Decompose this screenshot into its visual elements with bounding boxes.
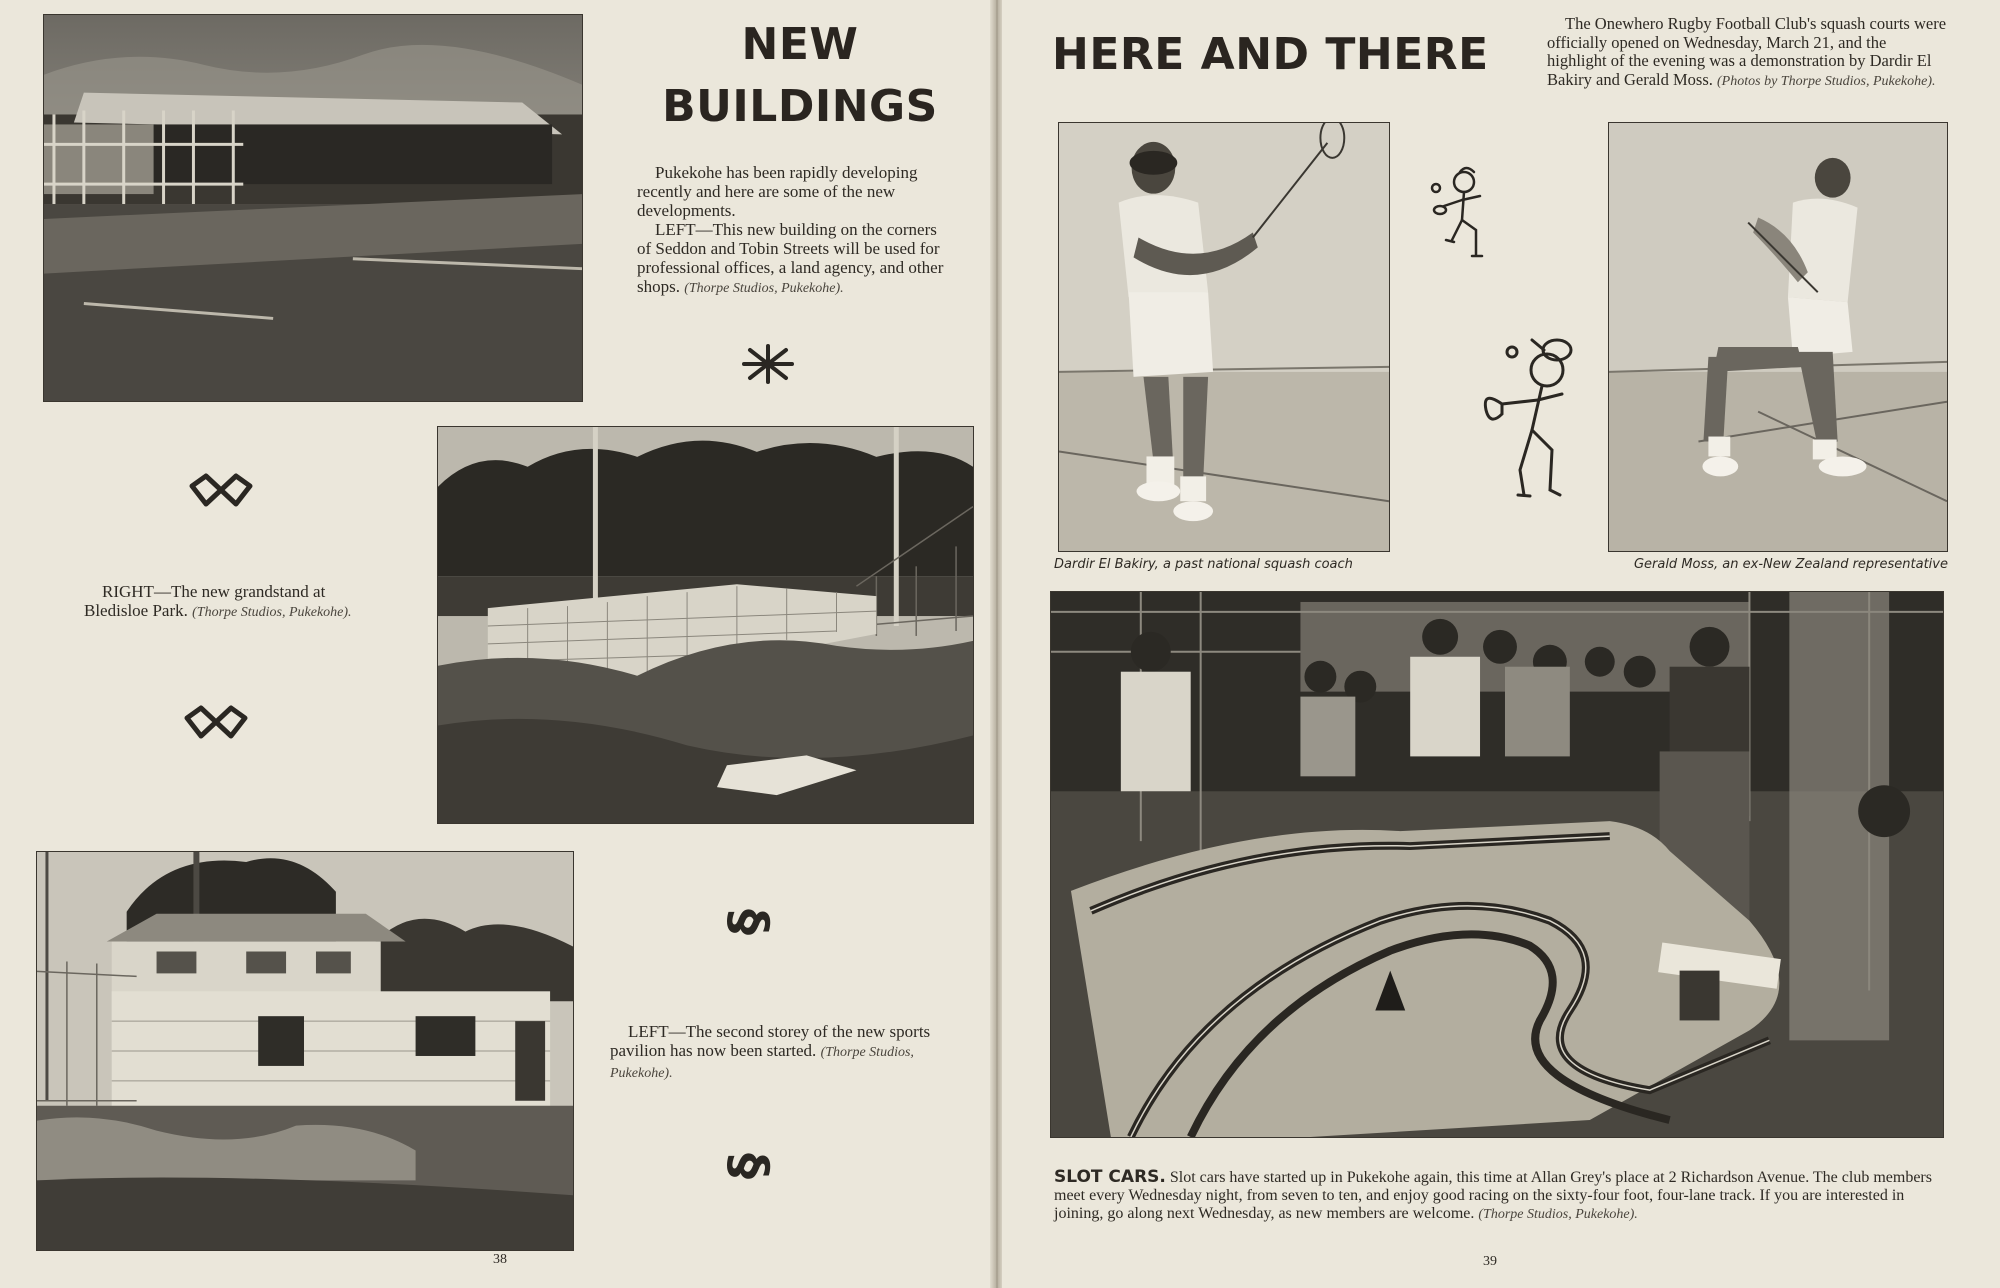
right-page — [1002, 0, 2000, 1288]
asterisk-ornament-icon — [738, 342, 798, 386]
office-caption: LEFT—This new building on the corners of Seddon and Tobin Streets will be used for professional offices, a land agency, and other shops. (Thorpe Studios, Pukekohe). — [637, 220, 944, 296]
grandstand-credit: (Thorpe Studios, Pukekohe). — [192, 605, 352, 620]
pavilion-caption: LEFT—The second storey of the new sports pavilion has now been started. (Thorpe Studios, Pukekohe). — [610, 1022, 931, 1081]
photo2-caption: Gerald Moss, an ex-New Zealand representative — [1633, 557, 1948, 572]
photo-slot-car-track — [1050, 591, 1944, 1138]
pavilion-credit: (Thorpe Studios, Pukekohe). — [610, 1045, 914, 1081]
left-page — [0, 0, 996, 1288]
photo-dardir-el-bakiry — [1058, 122, 1390, 552]
photo1-caption: Dardir El Bakiry, a past national squash coach — [1054, 557, 1353, 572]
intro-article — [637, 163, 947, 298]
cartoon-squash-player-icon — [1472, 330, 1592, 520]
slot-cars-article — [1054, 1168, 1954, 1224]
page-number-left: 38 — [493, 1252, 507, 1267]
photo-grandstand — [437, 426, 974, 824]
intro-paragraph: Pukekohe has been rapidly developing recently and here are some of the new developments. — [637, 163, 918, 220]
section-sign-ornament-icon: § — [719, 1153, 779, 1179]
section-sign-ornament-icon: § — [719, 909, 779, 935]
page-title-new-buildings — [640, 14, 960, 138]
headline-line-2: BUILDINGS — [662, 81, 938, 132]
grandstand-caption: RIGHT—The new grandstand at Bledisloe Park. (Thorpe Studios, Pukekohe). — [84, 582, 352, 620]
slot-cars-credit: (Thorpe Studios, Pukekohe). — [1478, 1207, 1638, 1222]
chain-link-ornament-icon — [188, 472, 254, 508]
squash-credit: (Photos by Thorpe Studios, Pukekohe). — [1717, 73, 1936, 89]
office-credit: (Thorpe Studios, Pukekohe). — [684, 281, 844, 296]
headline-line-1: NEW — [741, 19, 859, 70]
page-number-right: 39 — [1483, 1254, 1497, 1269]
squash-intro: The Onewhero Rugby Football Club's squash courts were officially opened on Wednesday, March 21, and the highlight of the evening was a demonstration by Dardir El Bakiry and Gerald Moss. (Photos by Thorpe Studios, Pukekohe). — [1547, 14, 1947, 89]
page-title-here-and-there: HERE AND THERE — [1052, 29, 1489, 80]
slot-cars-lead: SLOT CARS. — [1054, 1167, 1166, 1187]
chain-link-ornament-icon — [183, 704, 249, 740]
photo-office-building — [43, 14, 583, 402]
photo-gerald-moss — [1608, 122, 1948, 552]
cartoon-squash-player-icon — [1422, 160, 1502, 280]
slot-cars-text: Slot cars have started up in Pukekohe again, this time at Allan Grey's place at 2 Richardson Avenue. The club members meet every Wednesday night, from seven to ten, and enjoy good racing on the sixty-four foot, four-lane track. If you are interested in joining, go along next Wednesday, as new members are welcome. — [1054, 1169, 1932, 1222]
photo-sports-pavilion — [36, 851, 574, 1251]
